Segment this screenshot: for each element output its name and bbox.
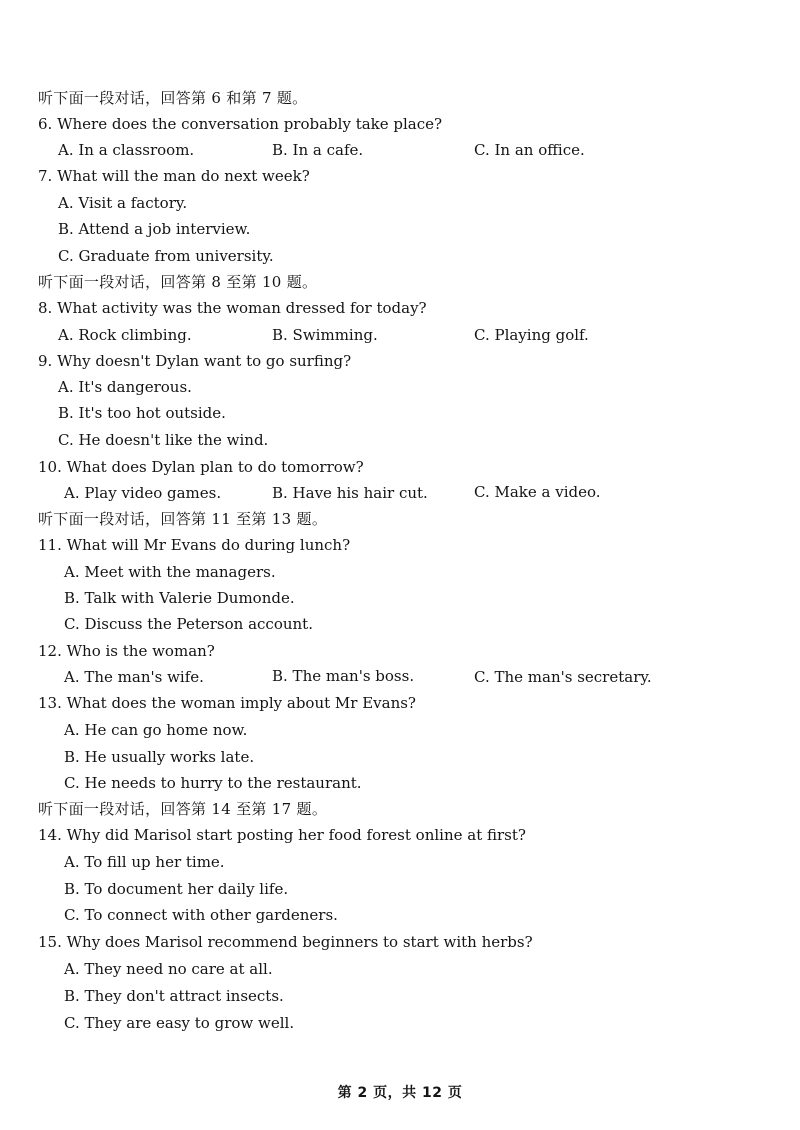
q6-option-b: B. In a cafe. xyxy=(272,141,364,159)
question-13: 13. What does the woman imply about Mr Evans? xyxy=(38,694,416,712)
q14-option-a: A. To fill up her time. xyxy=(64,853,225,871)
q7-option-a: A. Visit a factory. xyxy=(58,194,188,212)
q7-option-c: C. Graduate from university. xyxy=(58,247,274,265)
q10-option-c: C. Make a video. xyxy=(474,483,601,501)
q11-option-c: C. Discuss the Peterson account. xyxy=(64,615,313,633)
q15-option-a: A. They need no care at all. xyxy=(64,960,273,978)
section-heading: 听下面一段对话，回答第 14 至第 17 题。 xyxy=(38,800,328,818)
q9-option-a: A. It's dangerous. xyxy=(58,378,192,396)
q15-option-b: B. They don't attract insects. xyxy=(64,987,284,1005)
q15-option-c: C. They are easy to grow well. xyxy=(64,1014,295,1032)
q13-option-c: C. He needs to hurry to the restaurant. xyxy=(64,774,362,792)
q11-option-a: A. Meet with the managers. xyxy=(64,563,276,581)
question-14: 14. Why did Marisol start posting her food forest online at first? xyxy=(38,826,526,844)
q8-option-b: B. Swimming. xyxy=(272,326,378,344)
q14-option-c: C. To connect with other gardeners. xyxy=(64,906,338,924)
q9-option-c: C. He doesn't like the wind. xyxy=(58,431,269,449)
q13-option-a: A. He can go home now. xyxy=(64,721,248,739)
q9-option-b: B. It's too hot outside. xyxy=(58,404,226,422)
question-7: 7. What will the man do next week? xyxy=(38,167,310,185)
q11-option-b: B. Talk with Valerie Dumonde. xyxy=(64,589,295,607)
q10-option-b: B. Have his hair cut. xyxy=(272,484,428,502)
q6-option-c: C. In an office. xyxy=(474,141,585,159)
question-11: 11. What will Mr Evans do during lunch? xyxy=(38,536,351,554)
question-8: 8. What activity was the woman dressed for today? xyxy=(38,299,427,317)
q12-option-a: A. The man's wife. xyxy=(64,668,204,686)
q12-option-b: B. The man's boss. xyxy=(272,667,415,685)
question-12: 12. Who is the woman? xyxy=(38,642,215,660)
question-15: 15. Why does Marisol recommend beginners to start with herbs? xyxy=(38,933,533,951)
page-number: 第 2 页，共 12 页 xyxy=(337,1085,463,1101)
section-heading: 听下面一段对话，回答第 6 和第 7 题。 xyxy=(38,89,308,107)
q8-option-a: A. Rock climbing. xyxy=(58,326,192,344)
question-9: 9. Why doesn't Dylan want to go surfing? xyxy=(38,352,352,370)
section-heading: 听下面一段对话，回答第 8 至第 10 题。 xyxy=(38,273,318,291)
q14-option-b: B. To document her daily life. xyxy=(64,880,289,898)
q12-option-c: C. The man's secretary. xyxy=(474,668,652,686)
section-heading: 听下面一段对话，回答第 11 至第 13 题。 xyxy=(38,510,328,528)
q8-option-c: C. Playing golf. xyxy=(474,326,589,344)
q10-option-a: A. Play video games. xyxy=(64,484,222,502)
q13-option-b: B. He usually works late. xyxy=(64,748,255,766)
q7-option-b: B. Attend a job interview. xyxy=(58,220,251,238)
q6-option-a: A. In a classroom. xyxy=(58,141,195,159)
question-10: 10. What does Dylan plan to do tomorrow? xyxy=(38,458,364,476)
question-6: 6. Where does the conversation probably take place? xyxy=(38,115,443,133)
